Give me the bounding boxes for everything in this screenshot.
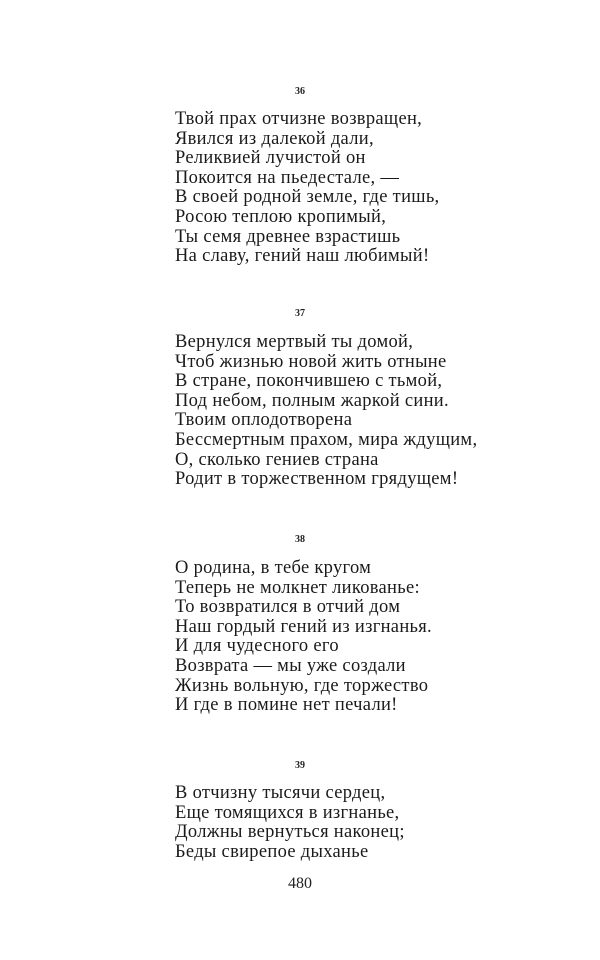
stanza-number: 39 bbox=[295, 760, 305, 771]
verse-line: О родина, в тебе кругом bbox=[175, 558, 372, 578]
verse-line: И где в помине нет печали! bbox=[175, 695, 398, 716]
verse-line: Теперь не молкнет ликованье: bbox=[175, 577, 420, 598]
stanza bbox=[175, 784, 515, 862]
verse-line: На славу, гений наш любимый! bbox=[175, 246, 430, 267]
stanza-number: 37 bbox=[295, 308, 305, 319]
verse-line: То возвратился в отчий дом bbox=[175, 597, 401, 618]
verse-line: Вернулся мертвый ты домой, bbox=[175, 332, 414, 352]
verse-line: Наш гордый гений из изгнанья. bbox=[175, 616, 432, 637]
verse-line: Возврата — мы уже создали bbox=[175, 655, 406, 676]
verse-line: Ты семя древнее взрастишь bbox=[175, 226, 401, 247]
stanza bbox=[175, 559, 515, 716]
verse-line: Росою теплою кропимый, bbox=[175, 206, 387, 227]
verse-line: Беды свирепое дыханье bbox=[175, 841, 369, 862]
stanza bbox=[175, 110, 515, 267]
verse-line: Твой прах отчизне возвращен, bbox=[175, 109, 423, 129]
verse-line: О, сколько гениев страна bbox=[175, 449, 379, 470]
verse-line: В стране, покончившею с тьмой, bbox=[175, 371, 443, 392]
verse-line: Бессмертным прахом, мира ждущим, bbox=[175, 429, 478, 450]
stanza-number: 38 bbox=[295, 534, 305, 545]
verse-line: Покоится на пьедестале, — bbox=[175, 167, 400, 188]
verse-line: Под небом, полным жаркой сини. bbox=[175, 390, 449, 411]
verse-line: Еще томящихся в изгнанье, bbox=[175, 802, 400, 823]
verse-line: И для чудесного его bbox=[175, 636, 339, 657]
verse-line: Твоим оплодотворена bbox=[175, 410, 353, 431]
verse-line: В своей родной земле, где тишь, bbox=[175, 187, 440, 208]
verse-line: Чтоб жизнью новой жить отныне bbox=[175, 351, 447, 372]
verse-line: В отчизну тысячи сердец, bbox=[175, 783, 386, 803]
verse-line: Жизнь вольную, где торжество bbox=[175, 675, 429, 696]
page-number: 480 bbox=[288, 875, 312, 892]
stanza bbox=[175, 333, 515, 490]
verse-line: Должны вернуться наконец; bbox=[175, 822, 405, 843]
stanza-number: 36 bbox=[295, 86, 305, 97]
verse-line: Реликвией лучистой он bbox=[175, 148, 366, 169]
verse-line: Родит в торжественном грядущем! bbox=[175, 469, 459, 490]
verse-line: Явился из далекой дали, bbox=[175, 128, 374, 149]
